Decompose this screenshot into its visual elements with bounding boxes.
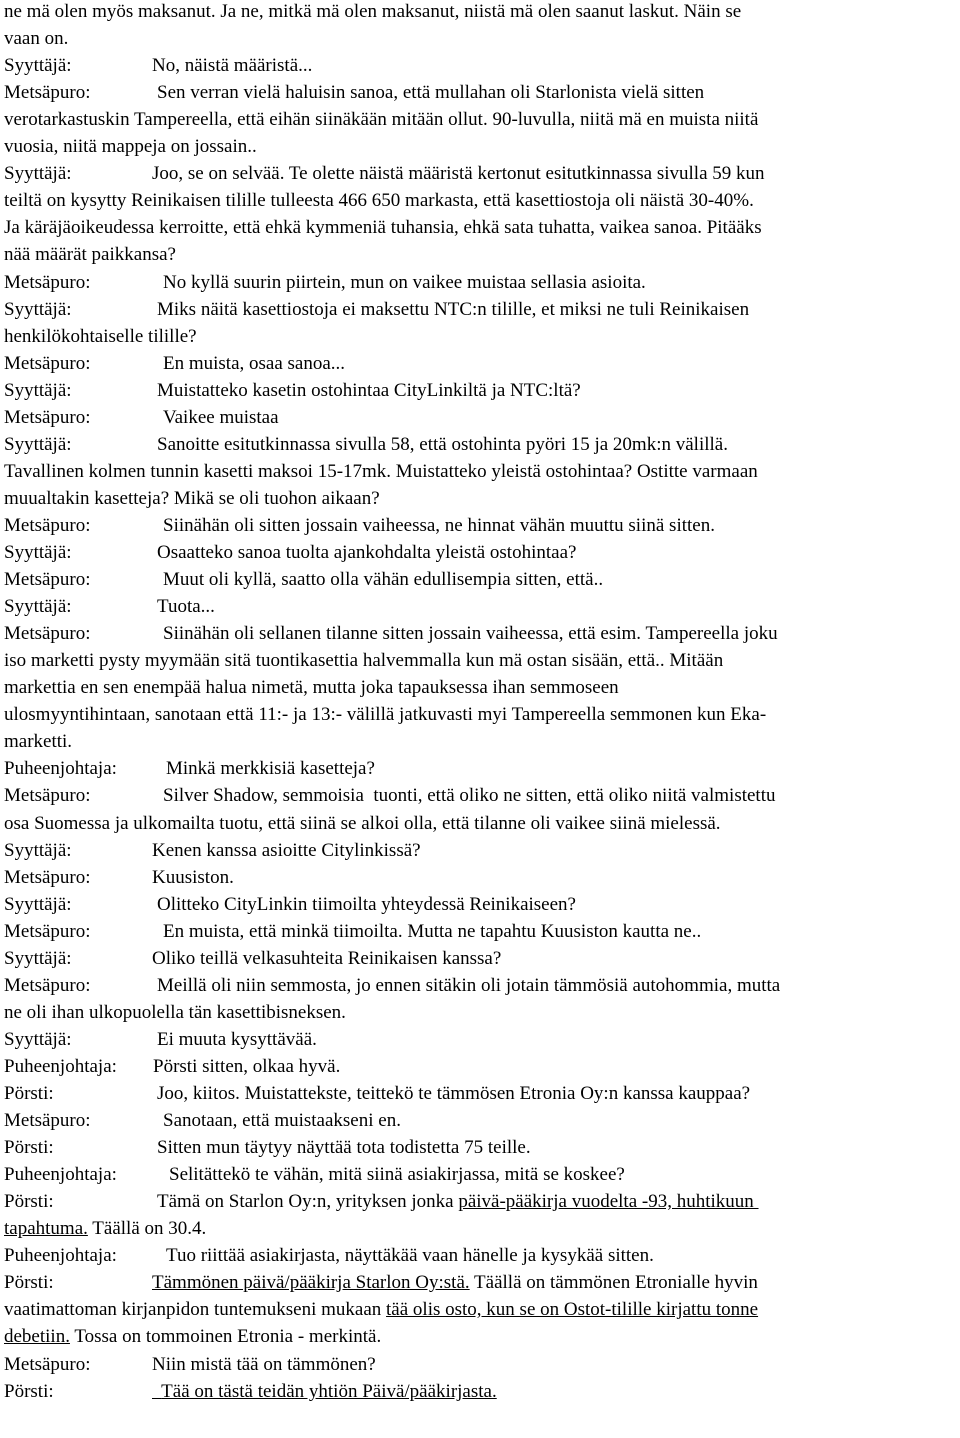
line-text: Tuota... [157,596,215,617]
line-text: Muistatteko kasetin ostohintaa CityLinkiltä ja NTC:ltä? [157,380,581,401]
dialogue-line [4,1354,376,1376]
dialogue-line [4,758,375,780]
line-text: verotarkastuskin Tampereella, että eihän siinäkään mitään ollut. 90-luvulla, niitä mä en muista niitä [4,109,759,130]
line-text: marketti. [4,731,73,752]
speaker-label: Syyttäjä: [4,434,72,455]
line-text: markettia en sen enempää halua nimetä, mutta joka tapauksessa ihan semmoseen [4,677,619,698]
line-text: Niin mistä tää on tämmönen? [152,1354,376,1375]
dialogue-line [4,1110,401,1132]
speaker-label: Syyttäjä: [4,840,72,861]
speaker-label: Syyttäjä: [4,894,72,915]
speaker-label: Puheenjohtaja: [4,758,117,779]
speaker-label: Pörsti: [4,1272,54,1293]
speaker-label: Syyttäjä: [4,1029,72,1050]
speaker-label: Syyttäjä: [4,380,72,401]
line-text: Pörsti sitten, olkaa hyvä. [153,1056,341,1077]
line-text: vuosia, niitä mappeja on jossain.. [4,136,257,157]
dialogue-line [4,272,646,294]
line-text: Siinähän oli sellanen tilanne sitten jossain vaiheessa, että esim. Tampereella joku [163,623,778,644]
speaker-label: Metsäpuro: [4,407,91,428]
speaker-label: Puheenjohtaja: [4,1056,117,1077]
text-line [4,650,723,672]
line-text: ne mä olen myös maksanut. Ja ne, mitkä mä olen maksanut, niistä mä olen saanut laskut. Näin se [4,1,742,22]
text-line [4,217,762,239]
line-text: Vaikee muistaa [163,407,279,428]
line-text: ulosmyyntihintaan, sanotaan että 11:- ja 13:- välillä jatkuvasti myi Tampereella semmonen kun Eka- [4,704,767,725]
speaker-label: Metsäpuro: [4,1110,91,1131]
line-text: Minkä merkkisiä kasetteja? [166,758,375,779]
dialogue-line [4,867,234,889]
dialogue-line [4,1272,758,1294]
dialogue-line [4,82,704,104]
dialogue-line [4,380,581,402]
speaker-label: Syyttäjä: [4,542,72,563]
dialogue-line [4,55,312,77]
line-text: vaan on. [4,28,69,49]
line-text: iso marketti pysty myymään sitä tuontikasettia halvemmalla kun mä ostan sisään, että.. Mitään [4,650,724,671]
line-text: Kuusiston. [152,867,234,888]
dialogue-line [4,1164,625,1186]
speaker-label: Metsäpuro: [4,82,91,103]
speaker-label: Puheenjohtaja: [4,1245,117,1266]
line-text: nää määrät paikkansa? [4,244,176,265]
text-line [4,461,758,483]
underlined-text: debetiin. [4,1326,70,1347]
line-text: vaatimattoman kirjanpidon tuntemukseni mukaan [4,1299,387,1320]
line-text: Sanoitte esitutkinnassa sivulla 58, että ostohinta pyöri 15 ja 20mk:n välillä. [157,434,728,455]
line-text: Joo, se on selvää. Te olette näistä määristä kertonut esitutkinnassa sivulla 59 kun [152,163,765,184]
underlined-text: Tämmönen päivä/pääkirja Starlon Oy:stä. [152,1272,470,1293]
text-line [4,813,721,835]
line-text: Muut oli kyllä, saatto olla vähän edullisempia sitten, että.. [163,569,604,590]
line-text: En muista, että minkä tiimoilta. Mutta ne tapahtu Kuusiston kautta ne.. [163,921,702,942]
speaker-label: Metsäpuro: [4,785,91,806]
dialogue-line [4,785,776,807]
line-text: henkilökohtaiselle tilille? [4,326,197,347]
line-text: Sitten mun täytyy näyttää tota todistetta 75 teille. [157,1137,531,1158]
dialogue-line [4,1083,750,1105]
underlined-text: Tää on tästä teidän yhtiön Päivä/pääkirjasta. [161,1381,497,1402]
line-text: osa Suomessa ja ulkomailta tuotu, että siinä se alkoi olla, että tilanne oli vaikee siinä mielessä. [4,813,721,834]
line-text: Meillä oli niin semmosta, jo ennen sitäkin oli jotain tämmösiä autohommia, mutta [157,975,781,996]
text-line [4,326,197,348]
text-line [4,244,176,266]
dialogue-line [4,1245,654,1267]
speaker-label: Syyttäjä: [4,299,72,320]
dialogue-line [4,1029,317,1051]
dialogue-line [4,515,715,537]
line-text: muualtakin kasetteja? Mikä se oli tuohon aikaan? [4,488,380,509]
speaker-label: Metsäpuro: [4,921,91,942]
speaker-label: Pörsti: [4,1137,54,1158]
text-line [4,731,72,753]
speaker-label: Pörsti: [4,1191,54,1212]
dialogue-line [4,353,345,375]
dialogue-line [4,1137,531,1159]
line-text: Ja käräjäoikeudessa kerroitte, että ehkä kymmeniä tuhansia, ehkä sata tuhatta, vaikea sanoa. Pitääks [4,217,762,238]
line-text: Joo, kiitos. Muistattekste, teittekö te tämmösen Etronia Oy:n kanssa kauppaa? [157,1083,751,1104]
line-text: Ei muuta kysyttävää. [157,1029,317,1050]
speaker-label: Metsäpuro: [4,569,91,590]
speaker-label: Syyttäjä: [4,55,72,76]
speaker-label: Metsäpuro: [4,1354,91,1375]
line-text: Silver Shadow, semmoisia tuonti, että oliko ne sitten, että oliko niitä valmistettu [163,785,776,806]
text-line [4,1299,758,1321]
speaker-label: Pörsti: [4,1381,54,1402]
line-text: Täällä on tämmönen Etronialle hyvin [469,1272,758,1293]
speaker-label: Metsäpuro: [4,867,91,888]
text-line [4,677,619,699]
text-line [4,1002,346,1024]
line-text: Siinähän oli sitten jossain vaiheessa, ne hinnat vähän muuttu siinä sitten. [163,515,715,536]
speaker-label: Metsäpuro: [4,975,91,996]
line-text: Miks näitä kasettiostoja ei maksettu NTC:n tilille, et miksi ne tuli Reinikaisen [157,299,750,320]
line-text: Täällä on 30.4. [87,1218,207,1239]
text-line [4,190,754,212]
speaker-label: Puheenjohtaja: [4,1164,117,1185]
text-line [4,488,380,510]
underlined-text: päivä-pääkirja vuodelta -93, huhtikuun [458,1191,759,1212]
text-line [4,1,741,23]
line-text: Tossa on tommoinen Etronia - merkintä. [69,1326,382,1347]
underlined-text: tapahtuma. [4,1218,88,1239]
text-line [4,109,758,131]
underlined-text: tää olis osto, kun se on Ostot-tilille kirjattu tonne [386,1299,759,1320]
line-text: No, näistä määristä... [152,55,313,76]
line-text: Oliko teillä velkasuhteita Reinikaisen kanssa? [152,948,502,969]
dialogue-line [4,434,728,456]
line-text: Tuo riittää asiakirjasta, näyttäkää vaan hänelle ja kysykää sitten. [166,1245,654,1266]
speaker-label: Metsäpuro: [4,623,91,644]
speaker-label: Metsäpuro: [4,515,91,536]
line-text: Tämä on Starlon Oy:n, yrityksen jonka [157,1191,459,1212]
text-line [4,136,257,158]
speaker-label: Pörsti: [4,1083,54,1104]
dialogue-line [4,623,778,645]
text-line [4,1326,381,1348]
dialogue-line [4,1056,340,1078]
line-text: Selitättekö te vähän, mitä siinä asiakirjassa, mitä se koskee? [169,1164,625,1185]
line-text: En muista, osaa sanoa... [163,353,346,374]
line-text: Kenen kanssa asioitte Citylinkissä? [152,840,421,861]
text-line [4,28,68,50]
line-text: Tavallinen kolmen tunnin kasetti maksoi 15-17mk. Muistatteko yleistä ostohintaa? Ostitte varmaan [4,461,758,482]
dialogue-line [4,163,765,185]
speaker-label: Metsäpuro: [4,272,91,293]
line-text: No kyllä suurin piirtein, mun on vaikee muistaa sellasia asioita. [163,272,646,293]
text-line [4,1218,206,1240]
dialogue-line [4,407,279,429]
line-text: ne oli ihan ulkopuolella tän kasettibisneksen. [4,1002,346,1023]
dialogue-line [4,1191,759,1213]
line-text: Sen verran vielä haluisin sanoa, että mullahan oli Starlonista vielä sitten [157,82,705,103]
speaker-label: Syyttäjä: [4,596,72,617]
text-line [4,704,766,726]
line-text: teiltä on kysytty Reinikaisen tilille tulleesta 466 650 markasta, että kasettiostoja oli näistä 30-40%. [4,190,754,211]
dialogue-line [4,569,603,591]
dialogue-line [4,948,501,970]
line-text: Osaatteko sanoa tuolta ajankohdalta yleistä ostohintaa? [157,542,577,563]
underline-lead [152,1381,161,1402]
dialogue-line [4,840,421,862]
dialogue-line [4,1381,497,1403]
dialogue-line [4,542,576,564]
dialogue-line [4,975,780,997]
line-text: Sanotaan, että muistaakseni en. [163,1110,401,1131]
line-text: Olitteko CityLinkin tiimoilta yhteydessä Reinikaiseen? [157,894,576,915]
speaker-label: Syyttäjä: [4,163,72,184]
speaker-label: Syyttäjä: [4,948,72,969]
speaker-label: Metsäpuro: [4,353,91,374]
dialogue-line [4,299,749,321]
dialogue-line [4,894,576,916]
dialogue-line [4,921,701,943]
dialogue-line [4,596,215,618]
